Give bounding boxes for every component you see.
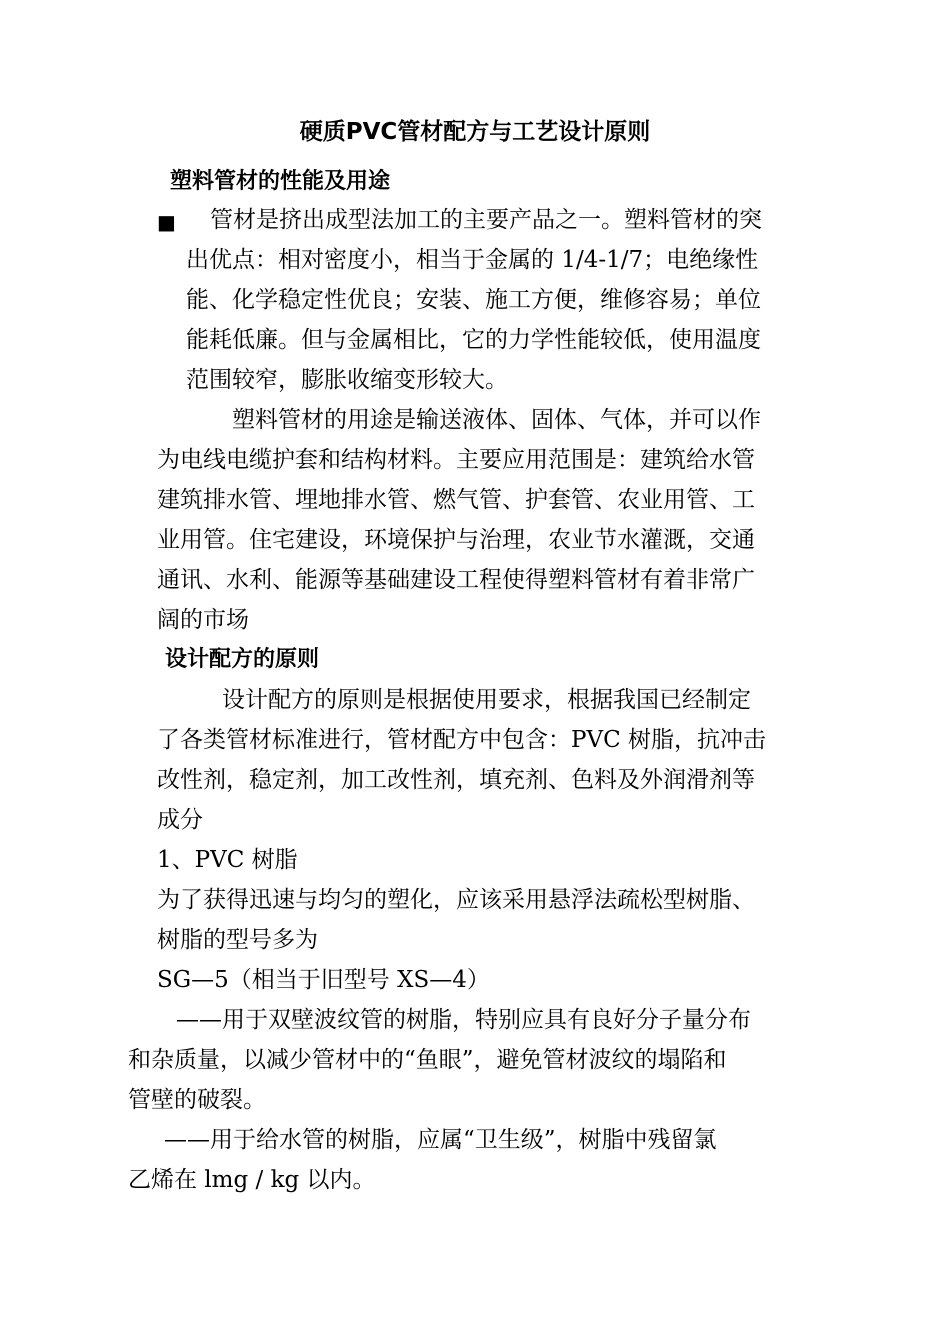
paragraph-line: 出优点：相对密度小，相当于金属的 1/4-1/7；电绝缘性 bbox=[186, 247, 759, 273]
paragraph-line: ——用于双壁波纹管的树脂，特别应具有良好分子量分布 bbox=[176, 1007, 751, 1033]
paragraph-line: 乙烯在 lmg / kg 以内。 bbox=[128, 1167, 376, 1193]
paragraph-line: 范围较窄，膨胀收缩变形较大。 bbox=[186, 367, 508, 393]
bullet-square-icon: ■ bbox=[157, 210, 176, 234]
paragraph-line: 能、化学稳定性优良；安装、施工方便，维修容易；单位 bbox=[186, 287, 761, 313]
resin-model-line: SG—5（相当于旧型号 XS—4） bbox=[157, 967, 490, 993]
paragraph-line: 为电线电缆护套和结构材料。主要应用范围是：建筑给水管 bbox=[157, 447, 755, 473]
paragraph-line: 能耗低廉。但与金属相比，它的力学性能较低，使用温度 bbox=[186, 327, 761, 353]
item-heading-pvc-resin: 1、PVC 树脂 bbox=[157, 847, 298, 873]
paragraph-line: 塑料管材的用途是输送液体、固体、气体，并可以作 bbox=[232, 407, 761, 433]
section-heading-pipe-properties: 塑料管材的性能及用途 bbox=[170, 169, 391, 194]
paragraph-line: 成分 bbox=[157, 807, 203, 833]
paragraph-line: 通讯、水利、能源等基础建设工程使得塑料管材有着非常广 bbox=[157, 567, 755, 593]
paragraph-line: 建筑排水管、埋地排水管、燃气管、护套管、农业用管、工 bbox=[157, 487, 755, 513]
paragraph-line: 设计配方的原则是根据使用要求，根据我国已经制定 bbox=[222, 687, 751, 713]
paragraph-line: 改性剂，稳定剂，加工改性剂，填充剂、色料及外润滑剂等 bbox=[157, 767, 755, 793]
paragraph-line: 树脂的型号多为 bbox=[157, 927, 318, 953]
paragraph-line: 管材是挤出成型法加工的主要产品之一。塑料管材的突 bbox=[210, 207, 762, 233]
paragraph-line: ——用于给水管的树脂，应属“卫生级”，树脂中残留氯 bbox=[164, 1127, 717, 1153]
paragraph-line: 为了获得迅速与均匀的塑化，应该采用悬浮法疏松型树脂、 bbox=[157, 887, 755, 913]
paragraph-line: 了各类管材标准进行，管材配方中包含：PVC 树脂，抗冲击 bbox=[157, 727, 766, 753]
paragraph-line: 和杂质量，以减少管材中的“鱼眼”，避免管材波纹的塌陷和 bbox=[128, 1047, 727, 1073]
paragraph-line: 管壁的破裂。 bbox=[128, 1087, 266, 1113]
document-title: 硬质PVC管材配方与工艺设计原则 bbox=[299, 119, 651, 145]
section-heading-formula-principles: 设计配方的原则 bbox=[165, 647, 320, 672]
paragraph-line: 阔的市场 bbox=[157, 607, 249, 633]
paragraph-line: 业用管。住宅建设，环境保护与治理，农业节水灌溉，交通 bbox=[157, 527, 755, 553]
